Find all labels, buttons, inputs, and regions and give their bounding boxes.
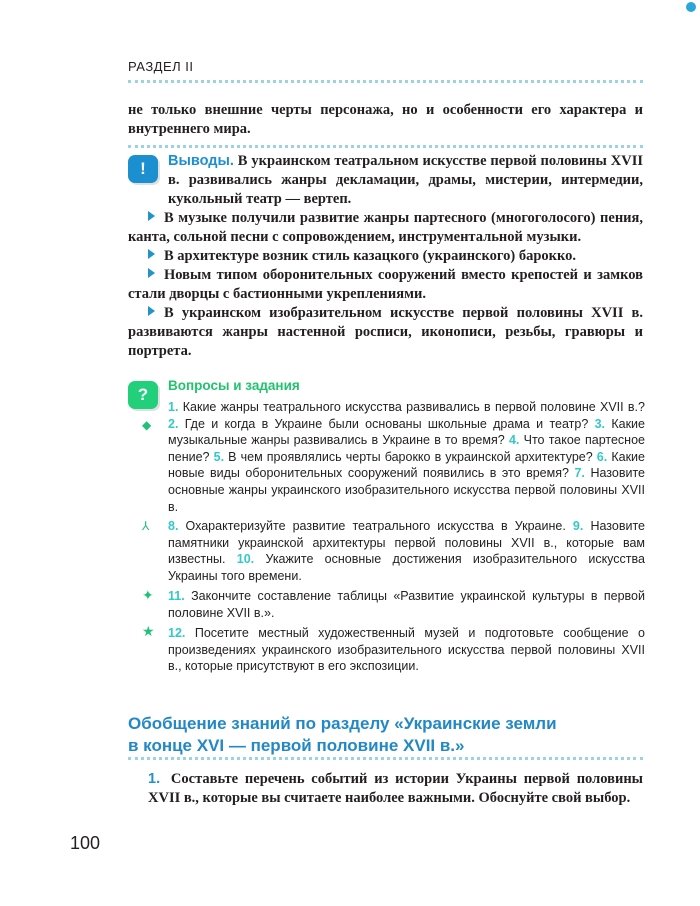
bullet-arrow-icon (148, 268, 155, 278)
question-icon: ? (128, 381, 158, 409)
conclusion-bullet: В музыке получили развитие жанры партесного (многоголосого) пения, канта, сольной песни с сопровождением, инструментальной музыки. (128, 210, 643, 245)
intro-text: не только внешние черты персонажа, но и особенности его характера и внутреннего мира. (128, 102, 643, 137)
four-point-star-icon: ✦ (142, 588, 154, 604)
exclamation-icon: ! (128, 155, 158, 183)
diamond-icon: ◆ (142, 418, 152, 432)
conclusions-block (128, 152, 643, 361)
summary-item: 1. Составьте перечень событий из истории Украины первой половины XVII в., которые вы считаете наиболее важными. Обоснуйте свой выбор. (148, 771, 643, 806)
questions-group-4: 12. Посетите местный художественный музей и подготовьте сообщение о произведениях украинского изобразительного искусства первой половины XVII в., которые присутствуют в его экспозиции. (168, 626, 646, 674)
conclusion-bullet: В украинском изобразительном искусстве первой половины XVII в. развиваются жанры настенной росписи, иконописи, резьбы, гравюры и портрета. (128, 305, 643, 359)
bullet-arrow-icon (148, 249, 155, 259)
questions-group-3: 11. Закончите составление таблицы «Развитие украинской культуры в первой половине XVII в.». (168, 589, 645, 620)
questions-title: Вопросы и задания (168, 378, 300, 393)
dotted-divider (128, 80, 643, 83)
intro-paragraph (128, 101, 643, 139)
page-number: 100 (70, 833, 101, 853)
conclusions-lead: В украинском театральном искусстве первой половины XVII в. развивались жанры декламации, драмы, мистерии, интермедии, кукольный театр — вертеп. (168, 153, 644, 207)
star-icon: ★ (142, 624, 155, 640)
bullet-arrow-icon (148, 211, 155, 221)
conclusion-bullet: В архитектуре возник стиль казацкого (украинского) барокко. (128, 247, 643, 266)
tripod-icon: ⅄ (142, 519, 150, 533)
publisher-logo-icon (686, 2, 696, 12)
dotted-divider (128, 757, 643, 760)
conclusion-bullet: Новым типом оборонительных сооружений вместо крепостей и замков стали дворцы с бастионными укреплениями. (128, 267, 643, 302)
questions-group-1: 1. Какие жанры театрального искусства развивались в первой половине XVII в.? 2. Где и когда в Украине были основаны школьные драма и театр? 3. Какие музыкальные жанры развивались в Украине в то время? 4. Что такое партесное пение? 5. В чем проявлялись черты барокко в украинской архитектуре? 6. Какие новые виды оборонительных сооружений появились в это время? 7. Назовите основные жанры украинского изобразительного искусства первой половины XVII в. (168, 400, 645, 514)
summary-title: Обобщение знаний по разделу «Украинские земли в конце XVI — первой половине XVII в.» (128, 714, 557, 755)
section-label: РАЗДЕЛ II (128, 59, 194, 74)
questions-group-2: 8. Охарактеризуйте развитие театрального искусства в Украине. 9. Назовите памятники украинской архитектуры первой половины XVII в., которые вам известны. 10. Укажите основные достижения изобразительного искусства Украины того времени. (168, 519, 645, 583)
dotted-divider (128, 145, 643, 148)
conclusions-label: Выводы. (168, 153, 234, 169)
bullet-arrow-icon (148, 306, 155, 316)
